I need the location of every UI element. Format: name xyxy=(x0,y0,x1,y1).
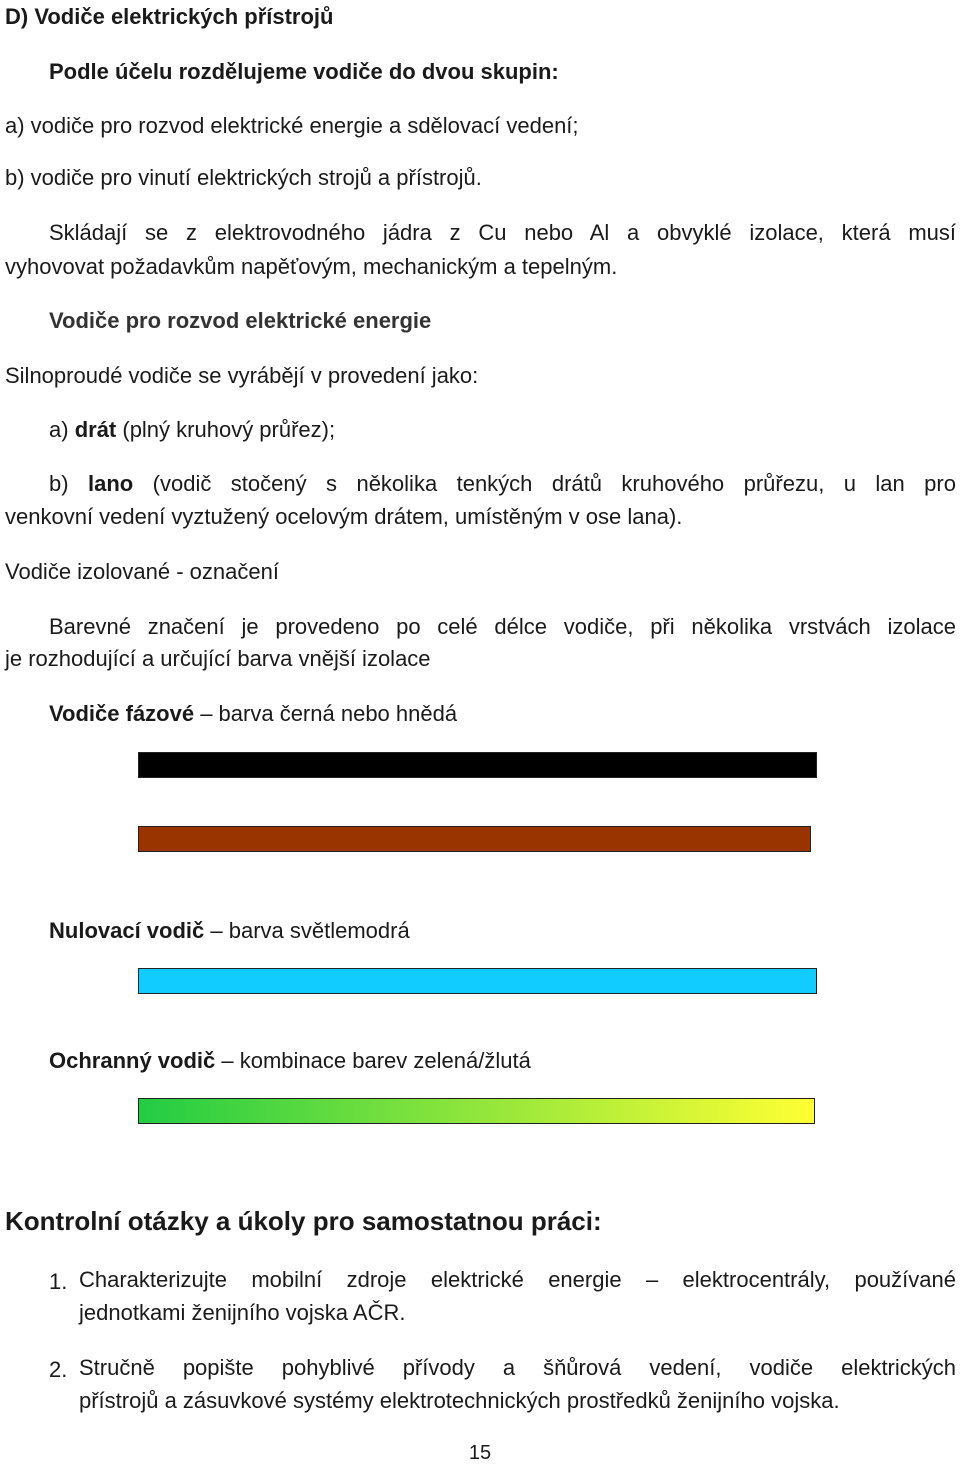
rope-term: lano xyxy=(88,471,134,496)
wire-term: drát xyxy=(74,417,117,442)
distribution-heading: Vodiče pro rozvod elektrické energie xyxy=(49,308,432,333)
question-line2: přístrojů a zásuvkové systémy elektrotechnických prostředků ženijního vojska. xyxy=(79,1388,840,1413)
composition-line1: Skládají se z elektrovodného jádra z Cu nebo Al a obvyklé izolace, která musí xyxy=(49,220,956,245)
phase-brown-bar xyxy=(138,826,811,852)
wire-prefix: a) xyxy=(49,417,75,442)
neutral-desc: – barva světlemodrá xyxy=(204,918,410,943)
phase-desc: – barva černá nebo hnědá xyxy=(194,701,458,726)
wire-desc: (plný kruhový průřez); xyxy=(116,417,336,442)
rope-prefix: b) xyxy=(49,471,88,496)
question-number: 2. xyxy=(49,1357,68,1382)
subtitle: Podle účelu rozdělujeme vodiče do dvou skupin: xyxy=(49,59,559,84)
wire-item xyxy=(49,419,335,441)
rope-item-line2: venkovní vedení vyztužený ocelovým drátem, umístěným v ose lana). xyxy=(5,504,683,529)
neutral-blue-bar xyxy=(138,968,817,994)
insulated-heading: Vodiče izolované - označení xyxy=(5,559,279,584)
page-number: 15 xyxy=(468,1442,492,1464)
rope-item-line1 xyxy=(49,473,956,495)
neutral-term: Nulovací vodič xyxy=(49,918,205,943)
phase-black-bar xyxy=(138,752,817,778)
question-line1: Stručně popište pohyblivé přívody a šňůrová vedení, vodiče elektrických xyxy=(79,1355,956,1380)
color-marking-line1: Barevné značení je provedeno po celé délce vodiče, při několika vrstvách izolace xyxy=(49,614,956,639)
group-a: a) vodiče pro rozvod elektrické energie a sdělovací vedení; xyxy=(5,113,579,138)
question-line2: jednotkami ženijního vojska AČR. xyxy=(79,1300,406,1325)
questions-heading: Kontrolní otázky a úkoly pro samostatnou práci: xyxy=(5,1206,602,1236)
protective-green-yellow-bar xyxy=(138,1098,815,1124)
protective-desc: – kombinace barev zelená/žlutá xyxy=(215,1048,531,1073)
protective-term: Ochranný vodič xyxy=(49,1048,216,1073)
section-title: D) Vodiče elektrických přístrojů xyxy=(5,4,334,29)
neutral-label xyxy=(49,920,410,942)
rope-desc: (vodič stočený s několika tenkých drátů kruhového průřezu, u lan pro xyxy=(133,471,956,496)
question-line1: Charakterizujte mobilní zdroje elektrické energie – elektrocentrály, používané xyxy=(79,1267,956,1292)
question-number: 1. xyxy=(49,1269,68,1294)
phase-label xyxy=(49,703,457,725)
color-marking-line2: je rozhodující a určující barva vnější izolace xyxy=(5,646,431,671)
group-b: b) vodiče pro vinutí elektrických strojů a přístrojů. xyxy=(5,165,482,190)
power-intro: Silnoproudé vodiče se vyrábějí v provedení jako: xyxy=(5,363,479,388)
phase-term: Vodiče fázové xyxy=(49,701,195,726)
protective-label xyxy=(49,1050,531,1072)
composition-line2: vyhovovat požadavkům napěťovým, mechanickým a tepelným. xyxy=(5,254,618,279)
